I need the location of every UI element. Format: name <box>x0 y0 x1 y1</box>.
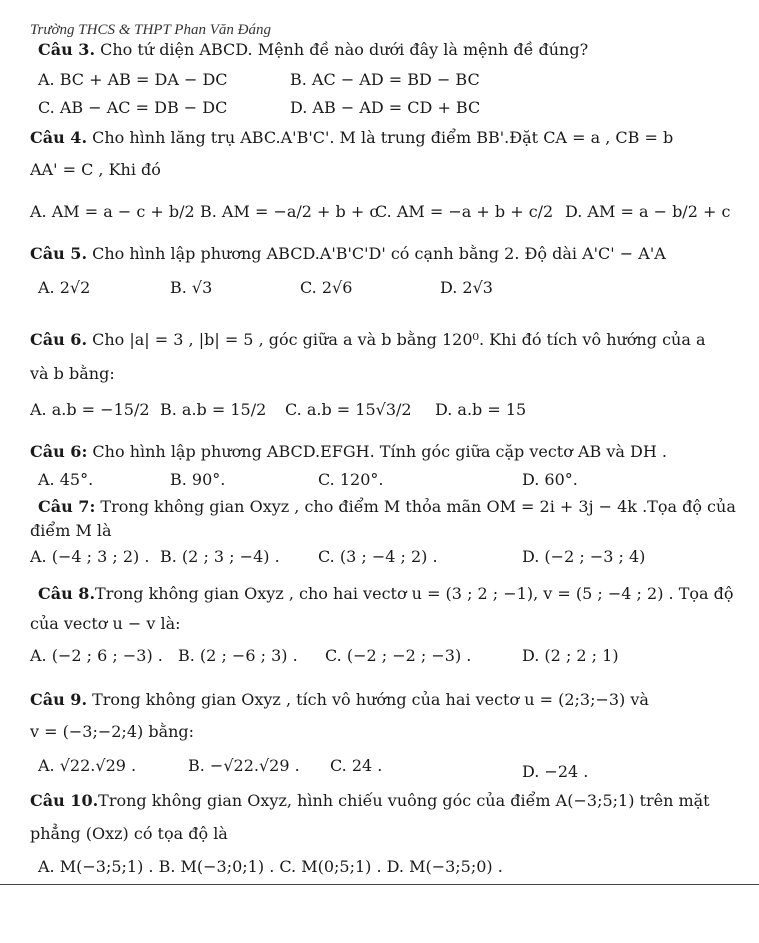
q10-options[interactable]: A. M(−3;5;1) . B. M(−3;0;1) . C. M(0;5;1) . D. M(−3;5;0) . <box>38 857 503 876</box>
q8-stem-line2: của vectơ u − v là: <box>30 614 181 633</box>
q10-stem-line1: Câu 10.Trong không gian Oxyz, hình chiếu vuông góc của điểm A(−3;5;1) trên mặt <box>30 791 710 810</box>
q10-stem-line2: phẳng (Oxz) có tọa độ là <box>30 824 228 843</box>
q8-option-b[interactable]: B. (2 ; −6 ; 3) . <box>178 646 298 665</box>
q6-option-c[interactable]: C. a.b = 15√3/2 <box>285 400 412 419</box>
q5-stem: Câu 5. Cho hình lập phương ABCD.A'B'C'D' có cạnh bằng 2. Độ dài A'C' − A'A <box>30 244 666 263</box>
q5-option-a[interactable]: A. 2√2 <box>38 278 91 297</box>
q6b-option-d[interactable]: D. 60°. <box>522 470 578 489</box>
q9-option-d[interactable]: D. −24 . <box>522 762 589 781</box>
bottom-divider <box>0 884 759 885</box>
q3-option-d[interactable]: D. AB − AD = CD + BC <box>290 98 481 117</box>
q6b-stem: Câu 6: Cho hình lập phương ABCD.EFGH. Tính góc giữa cặp vectơ AB và DH . <box>30 442 667 461</box>
q4-stem-line2: AA' = C , Khi đó <box>30 160 161 179</box>
q3-option-a[interactable]: A. BC + AB = DA − DC <box>38 70 228 89</box>
q7-stem-line2: điểm M là <box>30 521 112 540</box>
q7-option-d[interactable]: D. (−2 ; −3 ; 4) <box>522 547 646 566</box>
q7-stem-line1: Câu 7: Trong không gian Oxyz , cho điểm M thỏa mãn OM = 2i + 3j − 4k .Tọa độ của <box>38 497 736 516</box>
q4-option-a[interactable]: A. AM = a − c + b/2 <box>30 202 195 221</box>
q6-option-d[interactable]: D. a.b = 15 <box>435 400 527 419</box>
q6b-option-a[interactable]: A. 45°. <box>38 470 94 489</box>
q3-option-c[interactable]: C. AB − AC = DB − DC <box>38 98 228 117</box>
q4-option-c[interactable]: C. AM = −a + b + c/2 <box>375 202 554 221</box>
q5-option-b[interactable]: B. √3 <box>170 278 213 297</box>
q3-option-b[interactable]: B. AC − AD = BD − BC <box>290 70 480 89</box>
q6b-option-c[interactable]: C. 120°. <box>318 470 384 489</box>
q9-stem-line1: Câu 9. Trong không gian Oxyz , tích vô hướng của hai vectơ u = (2;3;−3) và <box>30 690 649 709</box>
q7-option-b[interactable]: B. (2 ; 3 ; −4) . <box>160 547 280 566</box>
q6-stem-line2: và b bằng: <box>30 364 115 383</box>
q8-stem-line1: Câu 8.Trong không gian Oxyz , cho hai vectơ u = (3 ; 2 ; −1), v = (5 ; −4 ; 2) . Tọa độ <box>38 584 734 603</box>
q6-option-b[interactable]: B. a.b = 15/2 <box>160 400 267 419</box>
q9-stem-line2: v = (−3;−2;4) bằng: <box>30 722 195 741</box>
q5-option-c[interactable]: C. 2√6 <box>300 278 353 297</box>
q8-option-a[interactable]: A. (−2 ; 6 ; −3) . <box>30 646 163 665</box>
q4-stem-line1: Câu 4. Cho hình lăng trụ ABC.A'B'C'. M là trung điểm BB'.Đặt CA = a , CB = b <box>30 128 674 147</box>
q9-option-c[interactable]: C. 24 . <box>330 756 383 775</box>
q6b-option-b[interactable]: B. 90°. <box>170 470 226 489</box>
q4-option-d[interactable]: D. AM = a − b/2 + c <box>565 202 731 221</box>
q4-option-b[interactable]: B. AM = −a/2 + b + c <box>200 202 379 221</box>
q5-option-d[interactable]: D. 2√3 <box>440 278 493 297</box>
q6-stem-line1: Câu 6. Cho |a| = 3 , |b| = 5 , góc giữa a và b bằng 120⁰. Khi đó tích vô hướng của a <box>30 330 706 349</box>
school-header: Trường THCS & THPT Phan Văn Đáng <box>30 22 271 38</box>
q9-option-b[interactable]: B. −√22.√29 . <box>188 756 300 775</box>
q7-option-a[interactable]: A. (−4 ; 3 ; 2) . <box>30 547 150 566</box>
q7-option-c[interactable]: C. (3 ; −4 ; 2) . <box>318 547 438 566</box>
q8-option-c[interactable]: C. (−2 ; −2 ; −3) . <box>325 646 472 665</box>
q6-option-a[interactable]: A. a.b = −15/2 <box>30 400 150 419</box>
q9-option-a[interactable]: A. √22.√29 . <box>38 756 137 775</box>
q3-stem: Câu 3. Cho tứ diện ABCD. Mệnh đề nào dưới đây là mệnh đề đúng? <box>38 40 589 59</box>
q8-option-d[interactable]: D. (2 ; 2 ; 1) <box>522 646 619 665</box>
